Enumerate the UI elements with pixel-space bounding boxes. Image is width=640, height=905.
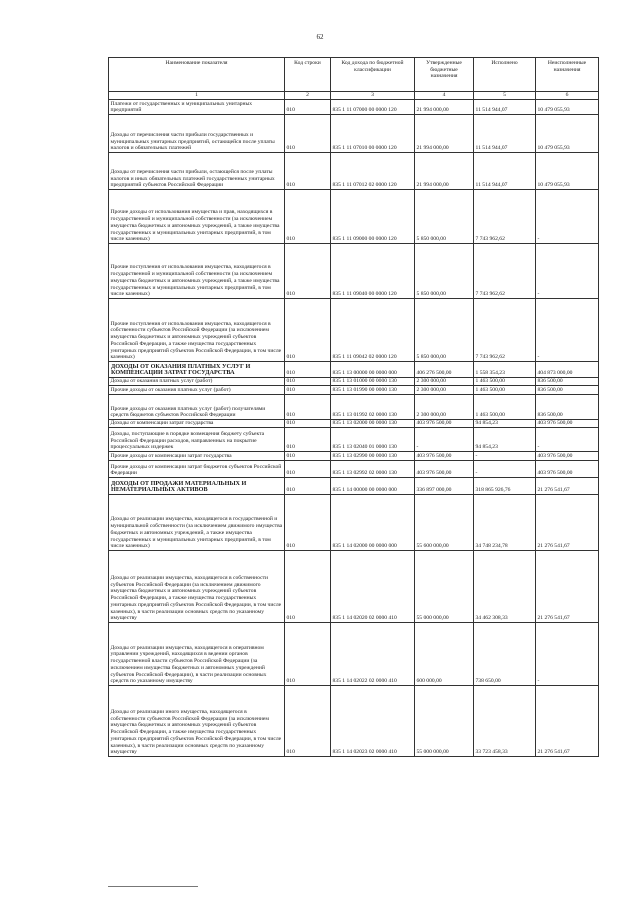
row-executed-amount: 1 463 500,00 xyxy=(474,378,536,386)
row-name: Доходы, поступающие в порядке возмещения бюджету субъекта Российской Федерации расходов, направленных на покрытие процессуальных издержек xyxy=(109,428,285,452)
row-name: Доходы от оказания платных услуг (работ) xyxy=(109,378,285,386)
column-number: 4 xyxy=(415,92,474,100)
row-unexecuted-amount: - xyxy=(536,623,599,686)
column-number: 6 xyxy=(536,92,599,100)
row-code: 010 xyxy=(285,100,331,115)
row-name: Доходы от реализации имущества, находящегося в оперативном управлении учреждений, находящихся в ведении органов государственной власти субъектов Российской Федерации (за исключением имущества бюджетных и автономных учреждений субъектов Российской Федерации), в части реализации основных средств по указанному имуществу xyxy=(109,623,285,686)
row-approved-amount: 2 300 000,00 xyxy=(415,395,474,420)
row-code: 010 xyxy=(285,428,331,452)
row-classification-code: 835 1 14 02022 02 0000 410 xyxy=(331,623,415,686)
row-code: 010 xyxy=(285,461,331,478)
row-approved-amount: 55 000 000,00 xyxy=(415,686,474,757)
table-row xyxy=(109,299,599,362)
row-approved-amount: 406 276 500,00 xyxy=(415,362,474,378)
row-approved-amount: 5 850 000,00 xyxy=(415,299,474,362)
row-approved-amount: 21 994 000,00 xyxy=(415,100,474,115)
row-classification-code: 835 1 11 07000 00 0000 120 xyxy=(331,100,415,115)
row-unexecuted-amount: 836 500,00 xyxy=(536,386,599,395)
row-unexecuted-amount: - xyxy=(536,428,599,452)
row-code: 010 xyxy=(285,362,331,378)
row-unexecuted-amount: 403 976 500,00 xyxy=(536,452,599,461)
row-unexecuted-amount: 836 500,00 xyxy=(536,378,599,386)
row-code: 010 xyxy=(285,478,331,495)
table-row xyxy=(109,623,599,686)
row-classification-code: 835 1 13 01990 00 0000 130 xyxy=(331,386,415,395)
row-unexecuted-amount: 10 479 055,93 xyxy=(536,115,599,153)
row-code: 010 xyxy=(285,495,331,551)
header-code: Код строки xyxy=(285,58,331,92)
table-row xyxy=(109,495,599,551)
row-unexecuted-amount: 403 976 500,00 xyxy=(536,461,599,478)
row-code: 010 xyxy=(285,244,331,299)
row-code: 010 xyxy=(285,395,331,420)
row-name: Доходы от компенсации затрат государства xyxy=(109,420,285,428)
row-code: 010 xyxy=(285,153,331,190)
row-name: Прочие доходы от оказания платных услуг (работ) xyxy=(109,386,285,395)
table-body xyxy=(109,100,599,757)
row-classification-code: 835 1 13 02040 01 0000 130 xyxy=(331,428,415,452)
row-name: ДОХОДЫ ОТ ОКАЗАНИЯ ПЛАТНЫХ УСЛУГ И КОМПЕНСАЦИИ ЗАТРАТ ГОСУДАРСТВА xyxy=(109,362,285,378)
row-name: Доходы от реализации имущества, находящегося в государственной и муниципальной собственности (за исключением движимого имущества бюджетных и автономных учреждений, а также имущества государственных и муниципальных унитарных предприятий, в том числе казенных) xyxy=(109,495,285,551)
row-executed-amount: 7 743 962,62 xyxy=(474,190,536,244)
row-name: Доходы от реализации имущества, находящегося в собственности субъектов Российской Федерации (за исключением движимого имущества бюджетных и автономных учреждений субъектов Российской Федерации, а также имущества государственных унитарных предприятий субъектов Российской Федерации, в том числе казенных), в части реализации основных средств по указанному имуществу xyxy=(109,551,285,623)
table-row xyxy=(109,686,599,757)
row-unexecuted-amount: 21 276 541,67 xyxy=(536,495,599,551)
row-name: Прочие поступления от использования имущества, находящегося в государственной и муниципальной собственности (за исключением имущества бюджетных и автономных учреждений, а также имущества государственных и муниципальных унитарных предприятий, в том числе казенных) xyxy=(109,244,285,299)
table-row xyxy=(109,244,599,299)
row-approved-amount: 600 000,00 xyxy=(415,623,474,686)
row-name: Прочие доходы от компенсации затрат государства xyxy=(109,452,285,461)
row-executed-amount: 1 463 500,00 xyxy=(474,386,536,395)
row-code: 010 xyxy=(285,686,331,757)
header-classification: Код дохода по бюджетной классификации xyxy=(331,58,415,92)
row-unexecuted-amount: 21 276 541,67 xyxy=(536,478,599,495)
row-unexecuted-amount: 10 479 055,93 xyxy=(536,100,599,115)
row-unexecuted-amount: - xyxy=(536,244,599,299)
table-row xyxy=(109,395,599,420)
row-code: 010 xyxy=(285,378,331,386)
row-executed-amount: 94 854,23 xyxy=(474,420,536,428)
row-code: 010 xyxy=(285,420,331,428)
row-unexecuted-amount: 836 500,00 xyxy=(536,395,599,420)
row-name: Платежи от государственных и муниципальных унитарных предприятий xyxy=(109,100,285,115)
row-approved-amount: - xyxy=(415,428,474,452)
row-unexecuted-amount: 21 276 541,67 xyxy=(536,551,599,623)
table-row xyxy=(109,478,599,495)
row-unexecuted-amount: - xyxy=(536,190,599,244)
table-row xyxy=(109,362,599,378)
row-classification-code: 835 1 14 02020 02 0000 410 xyxy=(331,551,415,623)
row-approved-amount: 2 300 000,00 xyxy=(415,378,474,386)
row-name: ДОХОДЫ ОТ ПРОДАЖИ МАТЕРИАЛЬНЫХ И НЕМАТЕРИАЛЬНЫХ АКТИВОВ xyxy=(109,478,285,495)
header-executed: Исполнено xyxy=(474,58,536,92)
row-approved-amount: 403 976 500,00 xyxy=(415,461,474,478)
table-row xyxy=(109,378,599,386)
row-approved-amount: 403 976 500,00 xyxy=(415,452,474,461)
row-classification-code: 835 1 13 02990 00 0000 130 xyxy=(331,452,415,461)
row-executed-amount: 94 854,23 xyxy=(474,428,536,452)
row-approved-amount: 336 897 000,00 xyxy=(415,478,474,495)
row-classification-code: 835 1 14 02000 00 0000 000 xyxy=(331,495,415,551)
row-executed-amount: 7 743 962,62 xyxy=(474,244,536,299)
table-row xyxy=(109,115,599,153)
row-unexecuted-amount: 404 873 000,00 xyxy=(536,362,599,378)
row-executed-amount: 7 743 962,62 xyxy=(474,299,536,362)
row-approved-amount: 5 850 000,00 xyxy=(415,190,474,244)
row-executed-amount: 34 462 308,33 xyxy=(474,551,536,623)
row-unexecuted-amount: - xyxy=(536,299,599,362)
header-unexecuted: Неисполненные назначения xyxy=(536,58,599,92)
column-number: 2 xyxy=(285,92,331,100)
column-number: 5 xyxy=(474,92,536,100)
row-executed-amount: 11 514 944,07 xyxy=(474,153,536,190)
row-approved-amount: 55 600 000,00 xyxy=(415,495,474,551)
row-classification-code: 835 1 11 09000 00 0000 120 xyxy=(331,190,415,244)
table-row xyxy=(109,100,599,115)
row-classification-code: 835 1 13 00000 00 0000 000 xyxy=(331,362,415,378)
row-approved-amount: 2 300 000,00 xyxy=(415,386,474,395)
row-executed-amount: 11 514 944,07 xyxy=(474,115,536,153)
table-row xyxy=(109,420,599,428)
header-approved: Утвержденные бюджетные назначения xyxy=(415,58,474,92)
row-executed-amount: 738 650,00 xyxy=(474,623,536,686)
column-number: 1 xyxy=(109,92,285,100)
row-classification-code: 835 1 13 01000 00 0000 130 xyxy=(331,378,415,386)
page-number: 62 xyxy=(316,33,324,41)
row-classification-code: 835 1 14 02023 02 0000 410 xyxy=(331,686,415,757)
row-classification-code: 835 1 14 00000 00 0000 000 xyxy=(331,478,415,495)
table-row xyxy=(109,190,599,244)
row-executed-amount: 318 865 926,76 xyxy=(474,478,536,495)
footer-divider xyxy=(108,886,198,887)
row-name: Прочие доходы от оказания платных услуг (работ) получателями средств бюджетов субъектов Российской Федерации xyxy=(109,395,285,420)
row-approved-amount: 21 994 000,00 xyxy=(415,153,474,190)
row-classification-code: 835 1 11 09042 02 0000 120 xyxy=(331,299,415,362)
row-code: 010 xyxy=(285,299,331,362)
row-classification-code: 835 1 13 02000 00 0000 130 xyxy=(331,420,415,428)
header-name: Наименование показателя xyxy=(109,58,285,92)
row-classification-code: 835 1 11 07012 02 0000 120 xyxy=(331,153,415,190)
row-classification-code: 835 1 13 01992 02 0000 130 xyxy=(331,395,415,420)
row-code: 010 xyxy=(285,386,331,395)
row-code: 010 xyxy=(285,190,331,244)
row-code: 010 xyxy=(285,115,331,153)
row-executed-amount: 33 723 458,33 xyxy=(474,686,536,757)
row-classification-code: 835 1 11 07010 00 0000 120 xyxy=(331,115,415,153)
row-approved-amount: 21 994 000,00 xyxy=(415,115,474,153)
column-number: 3 xyxy=(331,92,415,100)
row-approved-amount: 5 850 000,00 xyxy=(415,244,474,299)
row-executed-amount: - xyxy=(474,452,536,461)
table-row xyxy=(109,452,599,461)
table-header-row xyxy=(109,58,599,92)
row-name: Прочие поступления от использования имущества, находящегося в собственности субъектов Российской Федерации (за исключением имущества бюджетных и автономных учреждений субъектов Российской Федерации, а также имущества государственных унитарных предприятий субъектов Российской Федерации, в том числе казенных) xyxy=(109,299,285,362)
row-executed-amount: - xyxy=(474,461,536,478)
table-row xyxy=(109,551,599,623)
row-name: Доходы от перечисления части прибыли государственных и муниципальных унитарных предприятий, остающейся после уплаты налогов и обязательных платежей xyxy=(109,115,285,153)
row-approved-amount: 403 976 500,00 xyxy=(415,420,474,428)
row-classification-code: 835 1 11 09040 00 0000 120 xyxy=(331,244,415,299)
row-executed-amount: 1 463 500,00 xyxy=(474,395,536,420)
column-number-row xyxy=(109,92,599,100)
income-report-table xyxy=(108,57,599,757)
table-row xyxy=(109,461,599,478)
row-name: Доходы от перечисления части прибыли, остающейся после уплаты налогов и иных обязательных платежей государственных унитарных предприятий субъектов Российской Федерации xyxy=(109,153,285,190)
row-name: Прочие доходы от использования имущества и прав, находящихся в государственной и муниципальной собственности (за исключением имущества бюджетных и автономных учреждений, а также имущества государственных и муниципальных унитарных предприятий, в том числе казенных) xyxy=(109,190,285,244)
table-row xyxy=(109,386,599,395)
row-unexecuted-amount: 10 479 055,93 xyxy=(536,153,599,190)
row-classification-code: 835 1 13 02992 02 0000 130 xyxy=(331,461,415,478)
table-row xyxy=(109,153,599,190)
row-approved-amount: 55 000 000,00 xyxy=(415,551,474,623)
row-name: Доходы от реализации иного имущества, находящегося в собственности субъектов Российской Федерации (за исключением имущества бюджетных и автономных учреждений субъектов Российской Федерации, а также имущества государственных унитарных предприятий субъектов Российской Федерации, в том числе казенных), в части реализации основных средств по указанному имуществу xyxy=(109,686,285,757)
table-row xyxy=(109,428,599,452)
row-unexecuted-amount: 21 276 541,67 xyxy=(536,686,599,757)
row-executed-amount: 1 558 354,23 xyxy=(474,362,536,378)
row-name: Прочие доходы от компенсации затрат бюджетов субъектов Российской Федерации xyxy=(109,461,285,478)
row-code: 010 xyxy=(285,551,331,623)
row-code: 010 xyxy=(285,452,331,461)
row-executed-amount: 11 514 944,07 xyxy=(474,100,536,115)
row-unexecuted-amount: 403 976 500,00 xyxy=(536,420,599,428)
row-code: 010 xyxy=(285,623,331,686)
row-executed-amount: 34 748 234,78 xyxy=(474,495,536,551)
